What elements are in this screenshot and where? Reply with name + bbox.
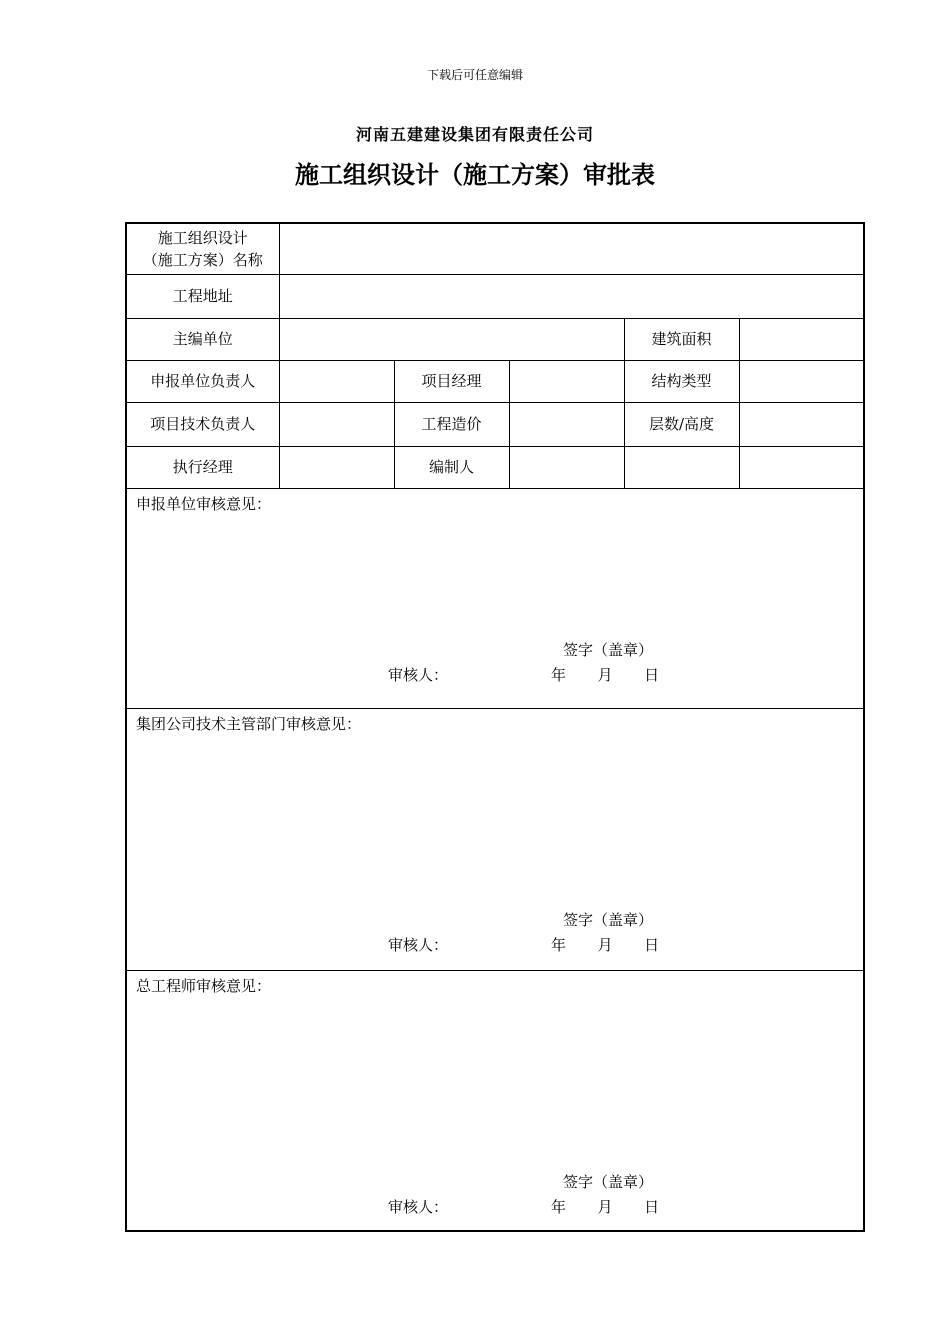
table-row [126, 274, 864, 318]
reviewer-label: 审核人： [388, 665, 449, 684]
applicant-head-value-cell[interactable] [279, 360, 394, 402]
compiler-label: 编制人 [394, 446, 509, 488]
exec-manager-label: 执行经理 [126, 446, 279, 488]
table-row [126, 446, 864, 488]
name-label-line1: 施工组织设计 [157, 228, 248, 247]
company-name: 河南五建建设集团有限责任公司 [355, 125, 594, 144]
editor-unit-label: 主编单位 [126, 318, 279, 360]
opinion-label: 集团公司技术主管部门审核意见： [136, 714, 362, 733]
opinion-label: 总工程师审核意见： [136, 976, 272, 995]
day-label: 日 [644, 1197, 660, 1216]
header-note: 下载后可任意编辑 [426, 68, 523, 82]
day-label: 日 [644, 665, 660, 684]
project-manager-label: 项目经理 [394, 360, 509, 402]
day-label: 日 [644, 935, 660, 954]
area-label: 建筑面积 [624, 318, 739, 360]
applicant-opinion-cell[interactable] [126, 488, 864, 708]
structure-type-value-cell[interactable] [739, 360, 864, 402]
month-label: 月 [597, 1197, 613, 1216]
table-row [126, 402, 864, 446]
date-line [551, 664, 659, 686]
editor-unit-value-cell[interactable] [279, 318, 624, 360]
table-row [126, 318, 864, 360]
table-row [126, 360, 864, 402]
sign-seal-label: 签字（盖章） [563, 640, 654, 659]
year-label: 年 [551, 935, 567, 954]
chief-engineer-opinion-cell[interactable] [126, 970, 864, 1231]
address-label: 工程地址 [126, 274, 279, 318]
year-label: 年 [551, 665, 567, 684]
table-row [126, 708, 864, 970]
table-row [126, 488, 864, 708]
cost-label: 工程造价 [394, 402, 509, 446]
sign-seal-label: 签字（盖章） [563, 910, 654, 929]
exec-manager-value-cell[interactable] [279, 446, 394, 488]
applicant-head-label: 申报单位负责人 [126, 360, 279, 402]
name-label [126, 223, 279, 274]
reviewer-label: 审核人： [388, 935, 449, 954]
date-line [551, 1196, 659, 1218]
table-row [126, 970, 864, 1231]
group-tech-opinion-cell[interactable] [126, 708, 864, 970]
sign-seal-label: 签字（盖章） [563, 1172, 654, 1191]
reviewer-label: 审核人： [388, 1197, 449, 1216]
approval-form-table [125, 222, 865, 1232]
opinion-label: 申报单位审核意见： [136, 494, 272, 513]
name-value-cell[interactable] [279, 223, 864, 274]
structure-type-label: 结构类型 [624, 360, 739, 402]
table-row [126, 223, 864, 274]
tech-head-label: 项目技术负责人 [126, 402, 279, 446]
floors-height-label: 层数/高度 [624, 402, 739, 446]
date-line [551, 934, 659, 956]
month-label: 月 [597, 935, 613, 954]
blank-cell[interactable] [624, 446, 739, 488]
year-label: 年 [551, 1197, 567, 1216]
cost-value-cell[interactable] [509, 402, 624, 446]
project-manager-value-cell[interactable] [509, 360, 624, 402]
area-value-cell[interactable] [739, 318, 864, 360]
address-value-cell[interactable] [279, 274, 864, 318]
tech-head-value-cell[interactable] [279, 402, 394, 446]
name-label-line2: （施工方案）名称 [142, 250, 263, 269]
floors-height-value-cell[interactable] [739, 402, 864, 446]
form-title: 施工组织设计（施工方案）审批表 [295, 160, 655, 189]
month-label: 月 [597, 665, 613, 684]
blank-cell[interactable] [739, 446, 864, 488]
compiler-value-cell[interactable] [509, 446, 624, 488]
